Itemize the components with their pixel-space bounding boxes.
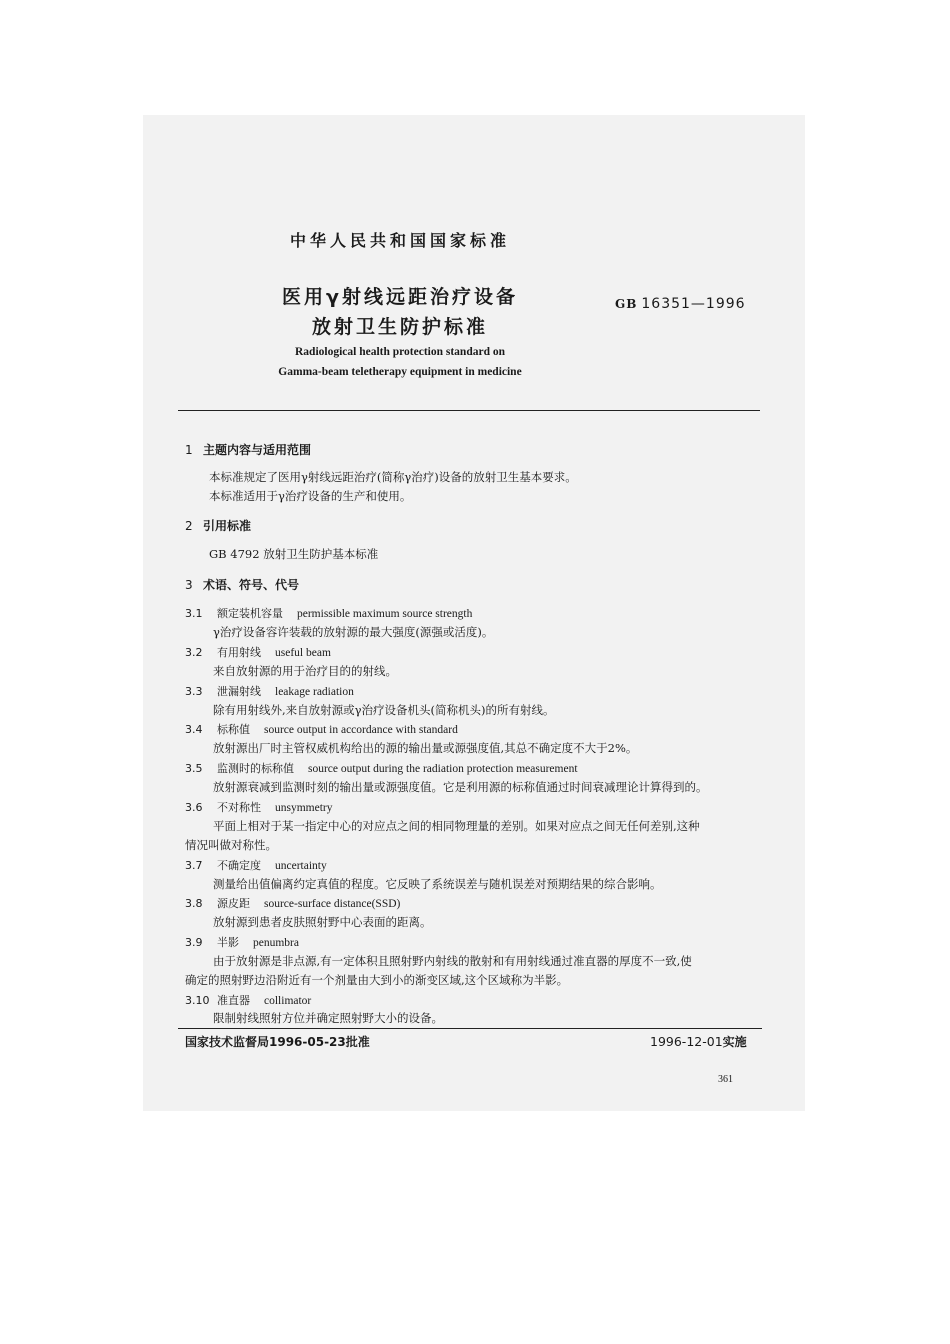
term-3-6-chinese: 不对称性: [217, 801, 261, 814]
footer-divider: [178, 1028, 762, 1029]
effective-date-label: 实施: [722, 1035, 747, 1049]
term-3-8-chinese: 源皮距: [217, 897, 250, 910]
term-3-7-number: 3.7: [185, 859, 203, 872]
section-1-title: 主题内容与适用范围: [203, 443, 312, 457]
term-3-9-number: 3.9: [185, 936, 203, 949]
term-3-9-definition-line-2: 确定的照射野边沿附近有一个剂量由大到小的渐变区域,这个区域称为半影。: [185, 973, 569, 987]
term-3-7-definition: 测量给出值偏离约定真值的程度。它反映了系统误差与随机误差对预期结果的综合影响。: [213, 877, 662, 891]
term-3-8: [185, 895, 400, 911]
term-3-1-definition: γ治疗设备容许装载的放射源的最大强度(源强或活度)。: [213, 625, 494, 639]
term-3-6-english: unsymmetry: [275, 802, 333, 814]
term-3-3-english: leakage radiation: [275, 686, 354, 698]
standard-code-prefix: GB: [615, 297, 638, 311]
section-3-heading: [185, 576, 299, 593]
section-1-paragraph-2: 本标准适用于γ治疗设备的生产和使用。: [209, 489, 412, 503]
term-3-4-number: 3.4: [185, 723, 203, 736]
term-3-7: [185, 857, 327, 873]
term-3-2-number: 3.2: [185, 646, 203, 659]
standard-code: [615, 296, 746, 312]
term-3-2-chinese: 有用射线: [217, 646, 261, 659]
effective-date: [650, 1033, 747, 1050]
term-3-4-english: source output in accordance with standard: [264, 724, 458, 736]
term-3-10-english: collimator: [264, 995, 312, 1007]
term-3-10: [185, 992, 311, 1008]
term-3-5-chinese: 监测时的标称值: [217, 762, 294, 775]
term-3-2-english: useful beam: [275, 647, 331, 659]
term-3-2-definition: 来自放射源的用于治疗目的的射线。: [213, 664, 397, 678]
section-2-heading: [185, 517, 251, 534]
term-3-10-number: 3.10: [185, 994, 210, 1007]
term-3-9-definition-line-1: 由于放射源是非点源,有一定体积且照射野内射线的散射和有用射线通过准直器的厚度不一致,使: [213, 954, 692, 968]
section-1-number: 1: [185, 443, 193, 457]
term-3-4-definition: 放射源出厂时主管权威机构给出的源的输出量或源强度值,其总不确定度不大于2%。: [213, 741, 638, 755]
title-line-2: 放射卫生防护标准: [311, 316, 488, 338]
term-3-1-english: permissible maximum source strength: [297, 608, 473, 620]
term-3-9-english: penumbra: [253, 937, 299, 949]
term-3-9: [185, 934, 299, 950]
term-3-7-english: uncertainty: [275, 860, 327, 872]
term-3-3-number: 3.3: [185, 685, 203, 698]
english-title-line-2: Gamma-beam teletherapy equipment in medicine: [278, 366, 522, 378]
term-3-8-number: 3.8: [185, 897, 203, 910]
effective-date-value: 1996-12-01: [650, 1034, 723, 1049]
term-3-4: [185, 721, 458, 737]
section-1-heading: [185, 441, 311, 458]
term-3-1-chinese: 额定装机容量: [217, 607, 283, 620]
term-3-4-chinese: 标称值: [217, 723, 250, 736]
term-3-3-chinese: 泄漏射线: [217, 685, 261, 698]
term-3-6-definition-line-2: 情况叫做对称性。: [185, 838, 277, 852]
term-3-5-english: source output during the radiation protection measurement: [308, 763, 578, 775]
term-3-5-definition: 放射源衰减到监测时刻的输出量或源强度值。它是利用源的标称值通过时间衰减理论计算得到的。: [213, 780, 708, 794]
term-3-8-english: source-surface distance(SSD): [264, 898, 401, 910]
term-3-10-definition: 限制射线照射方位并确定照射野大小的设备。: [213, 1011, 443, 1025]
term-3-8-definition: 放射源到患者皮肤照射野中心表面的距离。: [213, 915, 432, 929]
term-3-10-chinese: 准直器: [217, 994, 250, 1007]
section-2-title: 引用标准: [203, 519, 252, 533]
standard-code-number: 16351—1996: [641, 296, 746, 312]
english-title-line-1: Radiological health protection standard on: [295, 346, 505, 358]
term-3-3-definition: 除有用射线外,来自放射源或γ治疗设备机头(简称机头)的所有射线。: [213, 703, 555, 717]
title-line-1: 医用γ射线远距治疗设备: [282, 286, 518, 308]
term-3-1: [185, 605, 472, 621]
section-3-number: 3: [185, 578, 193, 592]
section-2-number: 2: [185, 519, 193, 533]
term-3-5: [185, 760, 578, 776]
header-divider: [178, 410, 760, 411]
term-3-1-number: 3.1: [185, 607, 203, 620]
term-3-2: [185, 644, 331, 660]
term-3-6-number: 3.6: [185, 801, 203, 814]
section-1-paragraph-1: 本标准规定了医用γ射线远距治疗(简称γ治疗)设备的放射卫生基本要求。: [209, 470, 577, 484]
term-3-6-definition-line-1: 平面上相对于某一指定中心的对应点之间的相同物理量的差别。如果对应点之间无任何差别,这种: [213, 819, 700, 833]
term-3-5-number: 3.5: [185, 762, 203, 775]
term-3-9-chinese: 半影: [217, 936, 239, 949]
term-3-7-chinese: 不确定度: [217, 859, 261, 872]
state-standard-label: 中华人民共和国国家标准: [289, 231, 510, 250]
section-2-reference: GB 4792 放射卫生防护基本标准: [209, 547, 379, 561]
page-number: 361: [718, 1074, 733, 1085]
section-3-title: 术语、符号、代号: [203, 578, 300, 592]
approval-notice: 国家技术监督局1996-05-23批准: [185, 1035, 370, 1049]
term-3-6: [185, 799, 333, 815]
term-3-3: [185, 683, 354, 699]
